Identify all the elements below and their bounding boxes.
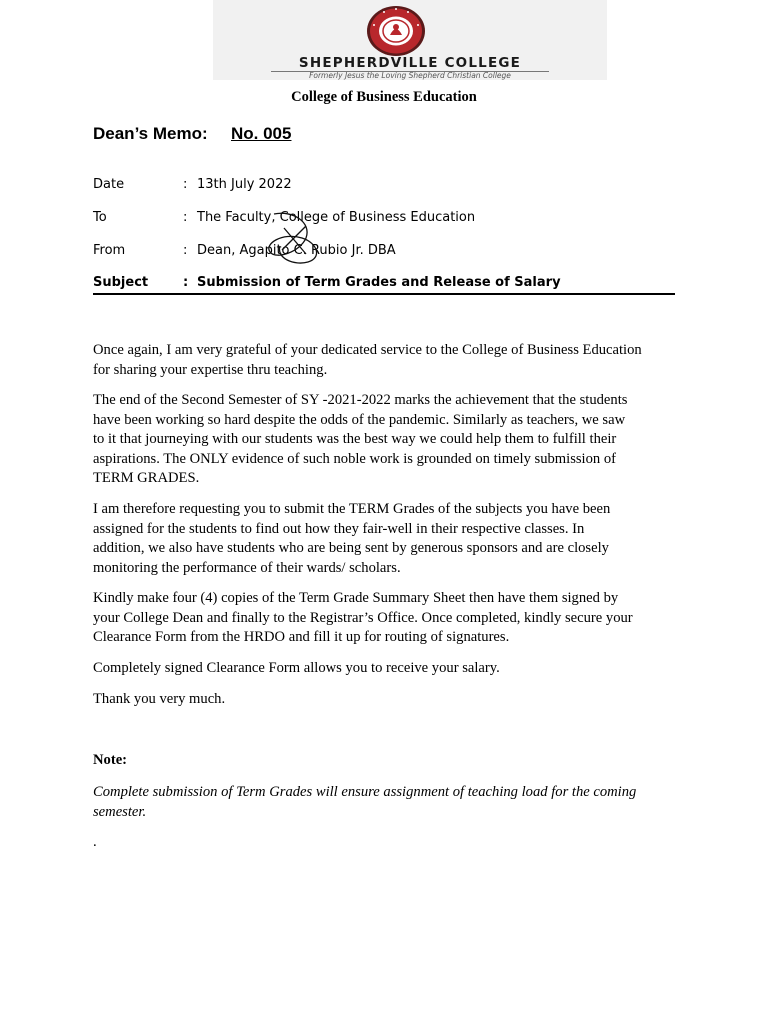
- paragraph-line: Once again, I am very grateful of your dedicated service to the College of Business Education: [93, 342, 642, 358]
- date-label: Date: [93, 177, 125, 192]
- memo-number: No. 005: [231, 124, 292, 143]
- note-line: Complete submission of Term Grades will ensure assignment of teaching load for the coming: [93, 784, 637, 800]
- college-seal-icon: [366, 5, 426, 57]
- paragraph-line: addition, we also have students who are being sent by generous sponsors and are closely: [93, 540, 609, 556]
- paragraph-line: aspirations. The ONLY evidence of such noble work is grounded on timely submission of: [93, 450, 617, 467]
- department-title: College of Business Education: [291, 89, 477, 105]
- signature-mark: [262, 208, 324, 266]
- paragraph-4: [93, 589, 683, 648]
- college-name: SHEPHERDVILLE COLLEGE: [298, 55, 522, 71]
- memo-label: Dean’s Memo:: [93, 124, 208, 143]
- subject-value: Submission of Term Grades and Release of Salary: [197, 275, 561, 290]
- paragraph-line: monitoring the performance of their wards/ scholars.: [93, 559, 401, 576]
- paragraph-line: I am therefore requesting you to submit the TERM Grades of the subjects you have been: [93, 501, 611, 517]
- note-line: semester.: [93, 803, 147, 820]
- date-value: 13th July 2022: [197, 177, 292, 192]
- paragraph-line: assigned for the students to find out how they fair-well in their respective classes. In: [93, 520, 585, 537]
- paragraph-line: Clearance Form from the HRDO and fill it up for routing of signatures.: [93, 629, 510, 645]
- paragraph-2: [93, 391, 683, 489]
- from-label: From: [93, 243, 126, 258]
- trailing-period: .: [93, 834, 97, 850]
- to-label: To: [93, 210, 107, 225]
- paragraph-line: Completely signed Clearance Form allows you to receive your salary.: [93, 660, 500, 676]
- paragraph-line: your College Dean and finally to the Registrar’s Office. Once completed, kindly secure your: [93, 609, 633, 626]
- college-former-name: Formerly Jesus the Loving Shepherd Christian College: [309, 71, 511, 80]
- paragraph-5: [93, 659, 683, 679]
- note-text: [93, 783, 636, 822]
- paragraph-1: [93, 341, 683, 380]
- paragraph-line: have been working so hard despite the odds of the pandemic. Similarly as teachers, we saw: [93, 411, 626, 428]
- paragraph-line: Thank you very much.: [93, 691, 226, 707]
- subject-separator: :: [183, 275, 189, 290]
- date-separator: :: [183, 177, 188, 192]
- paragraph-line: The end of the Second Semester of SY -2021-2022 marks the achievement that the students: [93, 392, 628, 408]
- paragraph-line: Kindly make four (4) copies of the Term Grade Summary Sheet then have them signed by: [93, 590, 619, 606]
- from-separator: :: [183, 243, 188, 258]
- note-label: Note:: [93, 752, 128, 768]
- paragraph-line: to it that journeying with our students was the best way we could help them to fulfill their: [93, 431, 617, 447]
- from-value: Dean, Agapito C. Rubio Jr. DBA: [197, 243, 396, 258]
- closing-line: [93, 690, 683, 710]
- to-value: The Faculty, College of Business Education: [197, 210, 476, 225]
- to-separator: :: [183, 210, 188, 225]
- subject-label: Subject: [93, 275, 149, 290]
- paragraph-3: [93, 500, 683, 578]
- paragraph-line: TERM GRADES.: [93, 470, 200, 486]
- header-divider: [93, 293, 675, 295]
- paragraph-line: for sharing your expertise thru teaching.: [93, 361, 328, 378]
